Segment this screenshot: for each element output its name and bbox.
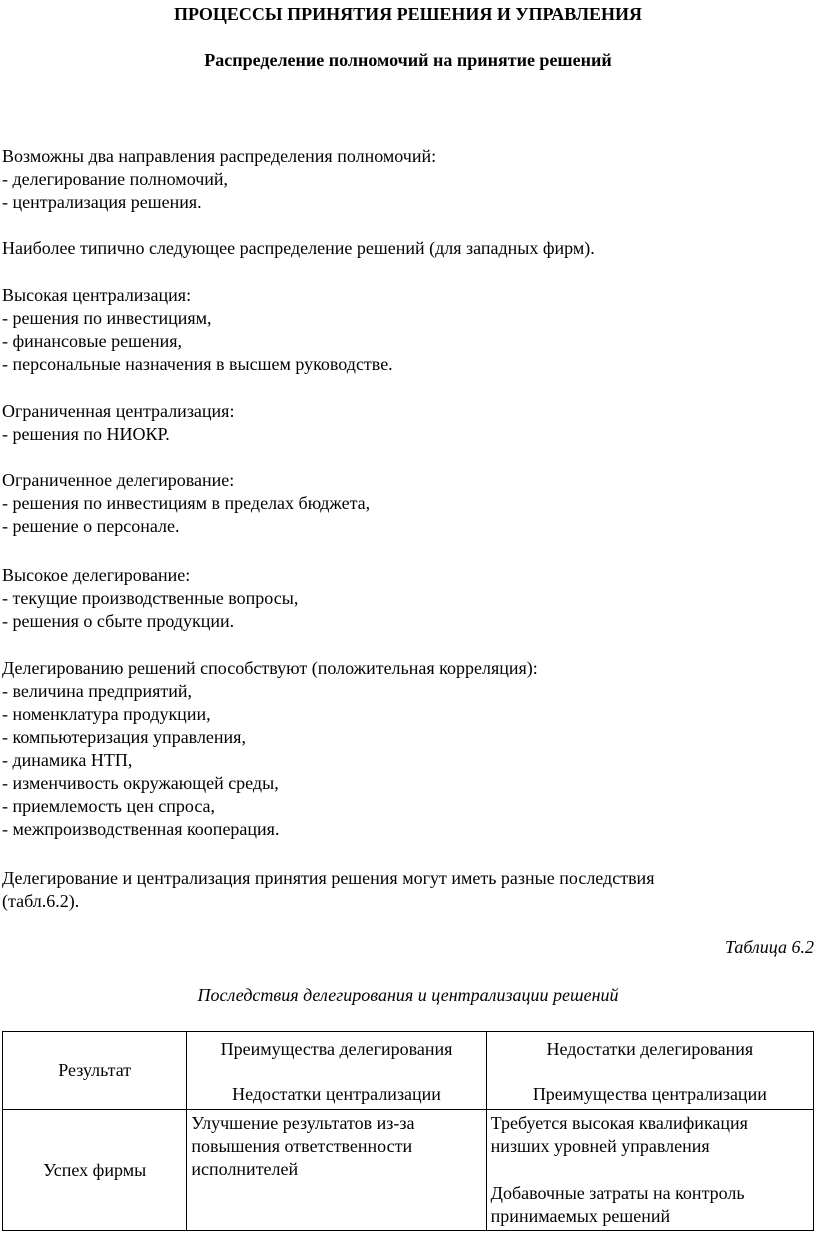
text-line: - делегирование полномочий, [2,169,229,189]
text-line: - решения по инвестициям, [2,308,212,328]
header-col3-bottom: Преимущества централизации [532,1084,767,1104]
document-title: ПРОЦЕССЫ ПРИНЯТИЯ РЕШЕНИЯ И УПРАВЛЕНИЯ [174,4,642,24]
text-line: (табл.6.2). [2,891,80,911]
cell-text-line: исполнителей [191,1159,299,1179]
text-line: Наиболее типично следующее распределение решений (для западных фирм). [2,238,595,258]
table-header-row [3,1032,814,1110]
text-line: - решение о персонале. [2,516,180,536]
text-line: - межпроизводственная кооперация. [2,819,280,839]
cell-text-line: принимаемых решений [490,1206,671,1226]
text-line: Высокое делегирование: [2,565,191,585]
table-caption: Последствия делегирования и централизации решений [197,985,619,1005]
text-line: - финансовые решения, [2,331,182,351]
text-line: Делегированию решений способствуют (положительная корреляция): [2,658,538,678]
text-line: - персональные назначения в высшем руководстве. [2,354,393,374]
header-result [3,1032,187,1110]
header-col2-bottom: Недостатки централизации [232,1084,441,1104]
text-line: - решения о сбыте продукции. [2,611,235,631]
header-col2-top: Преимущества делегирования [220,1039,453,1059]
document-subtitle: Распределение полномочий на принятие решений [204,50,612,70]
cell-text-line: Добавочные затраты на контроль [490,1183,745,1203]
text-line: - номенклатура продукции, [2,704,211,724]
text-line: - изменчивость окружающей среды, [2,773,279,793]
cell-text-line: Улучшение результатов из-за [191,1113,415,1133]
consequences-table [2,1031,814,1231]
header-result-label: Результат [58,1060,132,1080]
text-line: - централизация решения. [2,192,202,212]
text-line: Ограниченная централизация: [2,401,235,421]
row-result-label: Успех фирмы [43,1159,147,1180]
cell-text-line: Требуется высокая квалификация [490,1113,748,1133]
row-col2-cell [187,1110,486,1231]
text-line: - компьютеризация управления, [2,727,246,747]
row-col3-cell [486,1110,813,1231]
table-row [3,1110,814,1231]
text-line: - текущие производственные вопросы, [2,588,299,608]
text-line: - величина предприятий, [2,681,193,701]
header-col3-top: Недостатки делегирования [546,1039,754,1059]
cell-text-line: повышения ответственности [191,1136,413,1156]
text-line: Высокая централизация: [2,285,192,305]
text-line: - приемлемость цен спроса, [2,796,216,816]
table-number: Таблица 6.2 [724,937,814,957]
text-line: - решения по инвестициям в пределах бюджета, [2,493,371,513]
cell-text-line: низших уровней управления [490,1136,710,1156]
text-line: Возможны два направления распределения полномочий: [2,146,437,166]
row-result [3,1110,187,1231]
header-delegation-disadvantages [486,1032,813,1110]
text-line: - динамика НТП, [2,750,133,770]
text-line: - решения по НИОКР. [2,424,170,444]
text-line: Ограниченное делегирование: [2,470,235,490]
header-delegation-advantages [187,1032,486,1110]
text-line: Делегирование и централизация принятия решения могут иметь разные последствия [2,868,655,888]
